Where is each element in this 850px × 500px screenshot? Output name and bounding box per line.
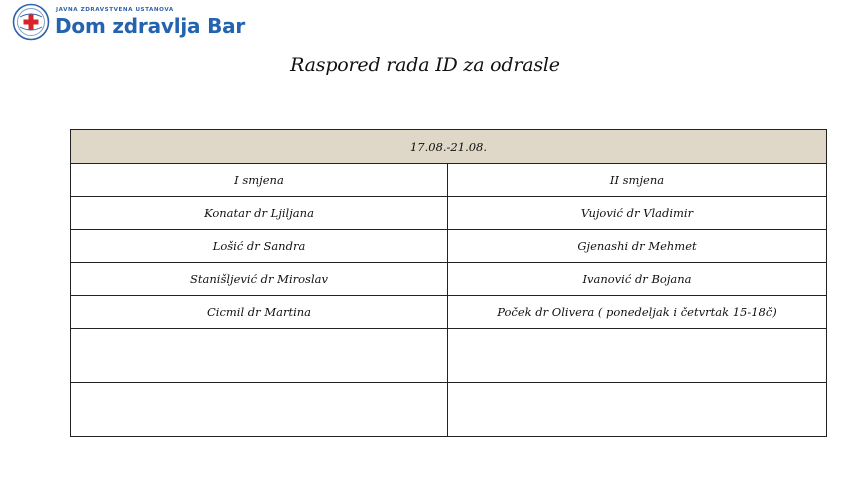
table-cell: Ivanović dr Bojana [448, 263, 827, 296]
table-cell-empty [448, 383, 827, 437]
table-cell: Cicmil dr Martina [71, 296, 448, 329]
period-cell: 17.08.-21.08. [71, 130, 827, 164]
table-row [71, 383, 827, 437]
table-row [71, 230, 827, 263]
table-cell: Konatar dr Ljiljana [71, 197, 448, 230]
table-cell: Gjenashi dr Mehmet [448, 230, 827, 263]
logo-name: Dom zdravlja Bar [55, 14, 246, 39]
logo[interactable] [12, 2, 245, 42]
table-row [71, 197, 827, 230]
schedule-table [70, 129, 827, 437]
table-cell: Stanišljević dr Miroslav [71, 263, 448, 296]
table-cell-empty [448, 329, 827, 383]
table-cell: Poček dr Olivera ( ponedeljak i četvrtak 15-18č) [448, 296, 827, 329]
table-cell-empty [71, 329, 448, 383]
table-row [71, 329, 827, 383]
table-row [71, 263, 827, 296]
red-cross-emblem-icon [12, 3, 50, 41]
shift-header-first: I smjena [71, 164, 448, 197]
table-cell-empty [71, 383, 448, 437]
table-cell: Lošić dr Sandra [71, 230, 448, 263]
table-cell: Vujović dr Vladimir [448, 197, 827, 230]
table-row [71, 296, 827, 329]
period-row [71, 130, 827, 164]
page-title: Raspored rada ID za odrasle [290, 54, 560, 76]
logo-subtitle: JAVNA ZDRAVSTVENA USTANOVA [56, 6, 174, 13]
shift-header-second: II smjena [448, 164, 827, 197]
header-row [71, 164, 827, 197]
